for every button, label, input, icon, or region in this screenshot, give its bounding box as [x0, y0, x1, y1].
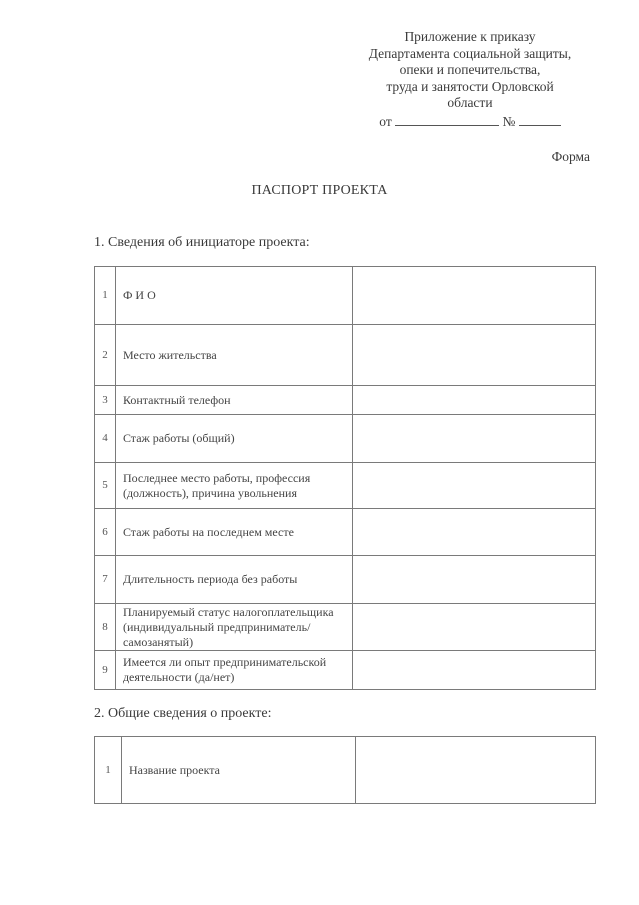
row-value-field[interactable]	[352, 386, 595, 415]
row-value-field[interactable]	[352, 463, 595, 509]
form-label: Форма	[551, 149, 590, 164]
row-number: 4	[95, 415, 116, 463]
table-row	[95, 604, 596, 651]
row-number: 3	[95, 386, 116, 415]
row-label: Имеется ли опыт предпринимательской деятельности (да/нет)	[115, 651, 352, 690]
row-number: 7	[95, 556, 116, 604]
row-number: 9	[95, 651, 116, 690]
row-label: Стаж работы (общий)	[115, 415, 352, 463]
date-number-line	[340, 113, 600, 131]
row-label: Контактный телефон	[115, 386, 352, 415]
header-line-5: области	[447, 95, 493, 110]
project-info-table	[94, 736, 596, 804]
row-label: Место жительства	[115, 325, 352, 386]
table-row	[95, 556, 596, 604]
order-appendix-header	[340, 29, 600, 130]
row-label: Планируемый статус налогоплательщика (индивидуальный предприниматель/самозанятый)	[115, 604, 352, 651]
section2-heading: 2. Общие сведения о проекте:	[94, 706, 272, 721]
initiator-info-table	[94, 266, 596, 690]
table-row	[95, 415, 596, 463]
row-value-field[interactable]	[355, 737, 595, 804]
row-label: Название проекта	[121, 737, 355, 804]
row-label: Ф И О	[115, 267, 352, 325]
table-row	[95, 651, 596, 690]
document-title: ПАСПОРТ ПРОЕКТА	[251, 183, 388, 198]
row-number: 5	[95, 463, 116, 509]
header-line-4: труда и занятости Орловской	[386, 78, 554, 94]
row-value-field[interactable]	[352, 267, 595, 325]
row-label: Стаж работы на последнем месте	[115, 509, 352, 556]
table-row	[95, 463, 596, 509]
table-row	[95, 737, 596, 804]
row-value-field[interactable]	[352, 325, 595, 386]
date-field[interactable]	[395, 113, 499, 126]
header-line-2: Департамента социальной защиты,	[368, 45, 572, 61]
row-number: 8	[95, 604, 116, 651]
header-line-3: опеки и попечительства,	[399, 62, 541, 77]
number-sign: №	[502, 113, 516, 129]
row-value-field[interactable]	[352, 509, 595, 556]
date-prefix: от	[379, 113, 392, 129]
row-number: 2	[95, 325, 116, 386]
row-value-field[interactable]	[352, 604, 595, 651]
row-label: Последнее место работы, профессия (должность), причина увольнения	[115, 463, 352, 509]
section1-heading: 1. Сведения об инициаторе проекта:	[94, 235, 310, 250]
row-number: 6	[95, 509, 116, 556]
table-row	[95, 386, 596, 415]
row-number: 1	[95, 267, 116, 325]
table-row	[95, 325, 596, 386]
row-number: 1	[95, 737, 122, 804]
header-line-1: Приложение к приказу	[404, 29, 536, 44]
row-value-field[interactable]	[352, 415, 595, 463]
order-number-field[interactable]	[519, 113, 561, 126]
row-value-field[interactable]	[352, 651, 595, 690]
table-row	[95, 509, 596, 556]
row-label: Длительность периода без работы	[115, 556, 352, 604]
table-row	[95, 267, 596, 325]
row-value-field[interactable]	[352, 556, 595, 604]
